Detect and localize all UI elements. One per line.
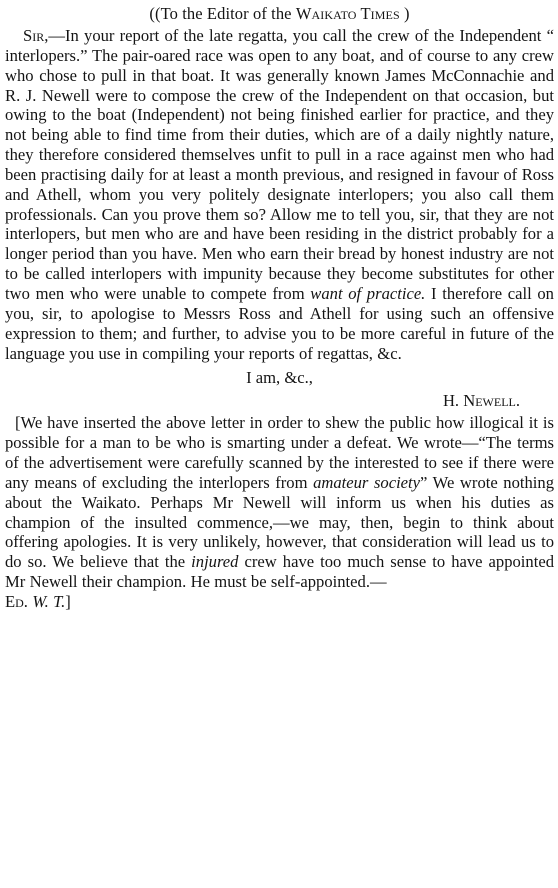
heading-prefix: (To the Editor of the: [155, 4, 296, 23]
reply-open-bracket: [: [15, 413, 21, 433]
letter-text-1: —In your report of the late regatta, you call the crew of the Independent “ interlopers.” The pair-oared race was open to any boat, and of course to any crew who chose to pull in that boat. It was generally known James McConnachie and R. J. Newell were to compose the crew of the Independent on that occasion, but owing to the boat (Independent) not being finished earlier for practice, and they not being able to find time from their duties, which are of a daily nightly nature, they therefore considered themselves unfit to pull in a race against men who had been practising daily for at least a month previous, and resigned in favour of Ross and Athell, whom you very politely designate interlopers; you also call them professionals. Can you prove them so? Allow me to tell you, sir, that they are not interlopers, but men who are and have been residing in the district probably for a longer period than you have. Men who earn their bread by honest industry are not to be called interlopers with impunity because they become substitutes for other two men who were unable to compete from: [5, 26, 554, 303]
newspaper-name: Waikato Times: [295, 4, 400, 23]
editor-sign-off-initials: W. T.: [32, 591, 66, 611]
reply-text-2: ” We wrote nothing about the Waikato. Perhaps Mr Newell will inform us when his duties as champion of the insulted commence,—we may, then, begin to think about offering apologies. It is very unlikely, however, that consideration will lead us to do so. We believe that the: [5, 472, 554, 572]
letter-heading: ((To the Editor of the Waikato Times ): [149, 4, 410, 23]
letter-body: [5, 26, 554, 363]
reply-italic-2: injured: [191, 552, 239, 572]
editor-reply: [5, 413, 554, 611]
reply-text-1: We have inserted the above letter in order to shew the public how illogical it is possible for a man to be who is smarting under a defeat. We wrote—“The terms of the advertisement were carefully scanned by the interested to see if there were any means of excluding the interlopers from: [5, 413, 554, 492]
letter-text-2: I therefore call on you, sir, to apologise to Messrs Ross and Athell for using such an offensive expression to them; and further, to advise you to be more careful in future of the language you use in compiling your reports of regattas, &c.: [5, 283, 554, 363]
salutation: Sir,: [23, 26, 49, 45]
letter-closing: I am, &c.,: [246, 368, 313, 388]
reply-close-bracket: ]: [65, 591, 71, 611]
reply-text-3: crew have too much sense to have appointed Mr Newell their champion. He must be self-appointed.—: [5, 552, 554, 592]
letter-signature: H. Newell.: [442, 391, 520, 411]
editor-sign-off-prefix: Ed.: [5, 591, 33, 611]
heading-suffix: ): [399, 4, 410, 23]
letter-italic-1: want of practice.: [310, 283, 426, 303]
reply-italic-1: amateur society: [313, 472, 421, 492]
